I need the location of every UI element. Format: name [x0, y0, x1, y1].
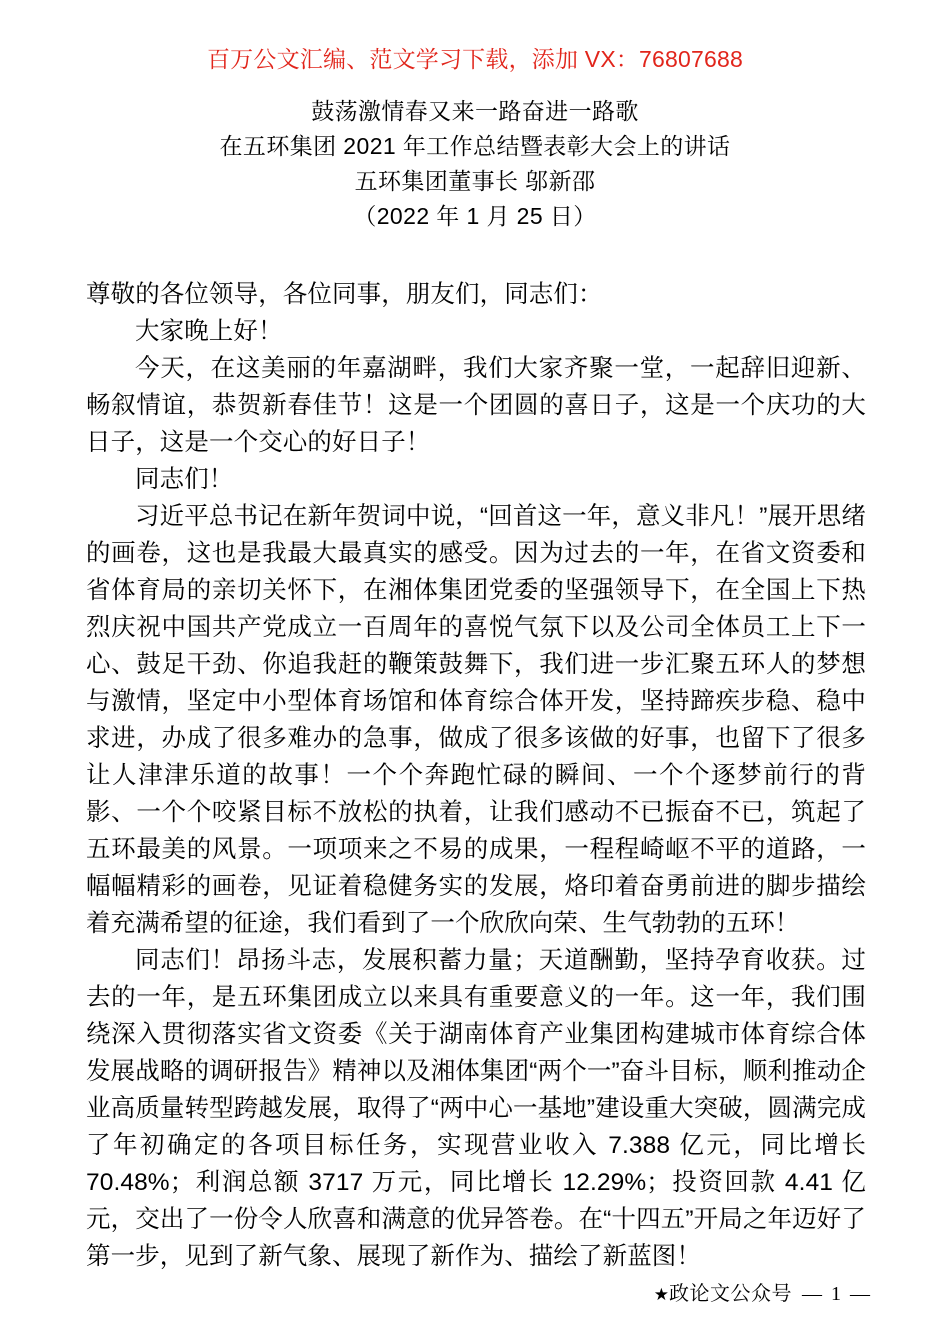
document-speaker: 五环集团董事长 邬新邵 — [354, 168, 596, 194]
paragraph-comrades-call: 同志们！ — [135, 466, 234, 493]
page-title: 鼓荡激情春又来一路奋进一路歌 — [311, 98, 639, 124]
page-number: — 1 — — [802, 1283, 872, 1305]
paragraph-salutation: 尊敬的各位领导，各位同事，朋友们，同志们： — [86, 281, 603, 308]
paragraph-review-year: 习近平总书记在新年贺词中说，“回首这一年，意义非凡！”展开思绪的画卷，这也是我最大最真实的感受。因为过去的一年，在省文资委和省体育局的亲切关怀下，在湘体集团党委的坚强领导下，在全国上下热烈庆祝中国共产党成立一百周年的喜悦气氛下以及公司全体员工上下一心、鼓足干劲、你追我赶的鞭策鼓舞下，我们进一步汇聚五环人的梦想与激情，坚定中小型体育场馆和体育综合体开发，坚持蹄疾步稳、稳中求进，办成了很多难办的急事，做成了很多该做的好事，也留下了很多让人津津乐道的故事！一个个奔跑忙碌的瞬间、一个个逐梦前行的背影、一个个咬紧目标不放松的执着，让我们感动不已振奋不已，筑起了五环最美的风景。一项项来之不易的成果，一程程崎岖不平的道路，一幅幅精彩的画卷，见证着稳健务实的发展，烙印着奋勇前进的脚步描绘着充满希望的征途，我们看到了一个欣欣向荣、生气勃勃的五环！ — [86, 503, 866, 937]
document-subtitle: 在五环集团 2021 年工作总结暨表彰大会上的讲话 — [219, 133, 731, 159]
promo-banner: 百万公文汇编、范文学习下载，添加 VX：76807688 — [206, 46, 743, 72]
page-footer — [0, 1281, 950, 1308]
star-icon: ★ — [653, 1285, 669, 1304]
document-date: （2022 年 1 月 25 日） — [353, 203, 597, 229]
document-title-block — [0, 94, 950, 234]
document-body — [86, 276, 866, 1275]
paragraph-greeting: 大家晚上好！ — [135, 318, 283, 345]
paragraph-opening-remarks: 今天，在这美丽的年嘉湖畔，我们大家齐聚一堂，一起辞旧迎新、畅叙情谊，恭贺新春佳节！这是一个团圆的喜日子，这是一个庆功的大日子，这是一个交心的好日子！ — [86, 355, 866, 456]
footer-brand-label: 政论文公众号 — [669, 1283, 792, 1305]
paragraph-achievements: 同志们！昂扬斗志，发展积蓄力量；天道酬勤，坚持孕育收获。过去的一年，是五环集团成立以来具有重要意义的一年。这一年，我们围绕深入贯彻落实省文资委《关于湖南体育产业集团构建城市体育综合体发展战略的调研报告》精神以及湘体集团“两个一”奋斗目标，顺利推动企业高质量转型跨越发展，取得了“两中心一基地”建设重大突破，圆满完成了年初确定的各项目标任务，实现营业收入 7.388 亿元，同比增长 70.48%；利润总额 3717 万元，同比增长 12.29%；投资回款 4.41 亿元，交出了一份令人欣喜和满意的优异答卷。在“十四五”开局之年迈好了第一步，见到了新气象、展现了新作为、描绘了新蓝图！ — [86, 947, 866, 1270]
